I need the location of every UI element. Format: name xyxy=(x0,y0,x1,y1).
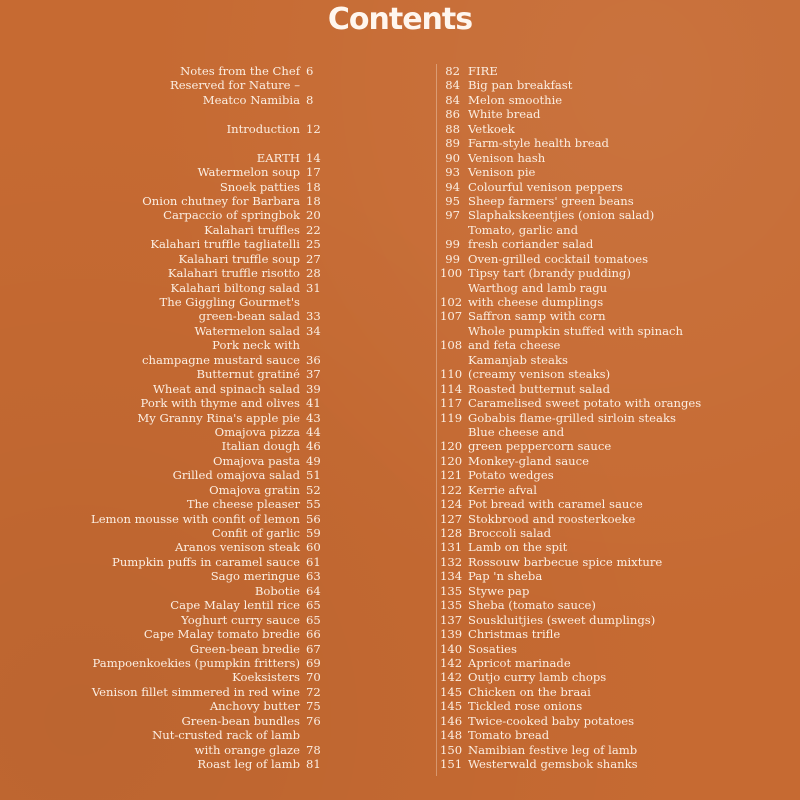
toc-entry-title: Melon smoothie xyxy=(468,92,563,107)
toc-entry-page: 142 xyxy=(440,670,463,685)
toc-entry-page: 25 xyxy=(306,237,321,252)
toc-entry xyxy=(0,136,432,150)
toc-entry-title: Sosaties xyxy=(468,641,517,656)
toc-entry-title: Outjo curry lamb chops xyxy=(468,670,607,685)
toc-entry-page: 90 xyxy=(445,150,460,165)
toc-entry-title: Pork neck with xyxy=(212,338,300,353)
toc-entry-page: 131 xyxy=(440,540,463,555)
toc-entry xyxy=(440,338,800,352)
toc-entry-page: 84 xyxy=(445,92,460,107)
toc-entry-title: Snoek patties xyxy=(219,179,300,194)
toc-entry-page: 107 xyxy=(440,309,463,324)
toc-entry-page: 102 xyxy=(440,295,463,309)
toc-entry-title: Tomato, garlic and xyxy=(468,222,578,237)
toc-entry-title: Lemon mousse with confit of lemon xyxy=(91,511,300,526)
toc-entry-title: Aranos venison steak xyxy=(175,540,300,555)
toc-entry-title: Nut-crusted rack of lamb xyxy=(152,728,300,743)
toc-entry-page: 82 xyxy=(445,64,460,78)
toc-entry-page: 31 xyxy=(306,280,321,295)
toc-entry xyxy=(0,439,432,453)
toc-entry-title: Warthog and lamb ragu xyxy=(468,280,608,295)
toc-entry-title: Watermelon soup xyxy=(197,165,300,180)
toc-entry-page: 134 xyxy=(440,569,463,584)
toc-entry xyxy=(0,569,432,583)
toc-entry-title: Pork with thyme and olives xyxy=(140,396,300,411)
toc-entry-title: Monkey-gland sauce xyxy=(468,453,589,468)
toc-entry-title: Christmas trifle xyxy=(468,627,561,642)
toc-entry-page: 140 xyxy=(440,641,463,656)
toc-entry-page: 37 xyxy=(306,367,321,382)
toc-entry-page: 18 xyxy=(306,193,321,208)
toc-entry-title: Pampoenkoekies (pumpkin fritters) xyxy=(92,655,300,670)
toc-entry xyxy=(440,281,800,295)
toc-entry xyxy=(440,266,800,280)
toc-entry-title: My Granny Rina's apple pie xyxy=(137,410,300,425)
toc-entry xyxy=(440,497,800,511)
toc-entry-page: 119 xyxy=(440,410,463,425)
toc-entry xyxy=(440,642,800,656)
toc-entry-title: Omajova pizza xyxy=(214,424,300,439)
toc-entry-page: 67 xyxy=(306,641,321,656)
toc-entry-page: 34 xyxy=(306,323,321,338)
toc-entry-page: 52 xyxy=(306,482,321,497)
toc-entry xyxy=(0,468,432,482)
toc-entry xyxy=(440,252,800,266)
toc-entry-page: 41 xyxy=(306,396,321,411)
toc-entry-page: 17 xyxy=(306,165,321,180)
toc-entry-page: 12 xyxy=(306,121,321,136)
toc-entry-page: 108 xyxy=(440,338,463,353)
toc-entry xyxy=(440,309,800,323)
toc-entry-title: Wheat and spinach salad xyxy=(153,381,300,396)
toc-entry xyxy=(440,122,800,136)
toc-entry xyxy=(0,93,432,107)
toc-entry xyxy=(0,151,432,165)
toc-entry-title: Pot bread with caramel sauce xyxy=(468,497,643,512)
toc-entry-title: Venison fillet simmered in red wine xyxy=(91,684,300,699)
toc-entry-page: 33 xyxy=(306,309,321,324)
toc-entry xyxy=(0,526,432,540)
toc-entry xyxy=(0,584,432,598)
toc-entry xyxy=(440,208,800,222)
toc-entry-page: 44 xyxy=(306,424,321,439)
toc-entry-title: Butternut gratiné xyxy=(196,367,300,382)
toc-entry-page: 76 xyxy=(306,713,321,728)
toc-entry-title: Pumpkin puffs in caramel sauce xyxy=(112,554,300,569)
toc-entry-page: 51 xyxy=(306,468,321,483)
toc-entry-page: 75 xyxy=(306,699,321,714)
toc-entry xyxy=(440,425,800,439)
toc-entry xyxy=(0,728,432,742)
toc-entry-title: Omajova gratin xyxy=(209,482,300,497)
toc-entry-page: 139 xyxy=(440,627,463,642)
toc-entry-page: 6 xyxy=(306,64,314,78)
toc-entry-page: 59 xyxy=(306,526,321,540)
toc-entry xyxy=(440,526,800,540)
toc-entry-page: 55 xyxy=(306,497,321,512)
toc-entry-page: 124 xyxy=(440,497,463,512)
toc-entry-title: Sago meringue xyxy=(210,569,300,584)
toc-entry-title: with cheese dumplings xyxy=(468,295,604,309)
toc-entry-page: 95 xyxy=(445,193,460,208)
toc-entry-page: 27 xyxy=(306,251,321,266)
toc-entry xyxy=(0,454,432,468)
toc-entry xyxy=(440,223,800,237)
toc-entry-page: 120 xyxy=(440,453,463,468)
toc-entry-page: 117 xyxy=(440,396,463,411)
toc-entry xyxy=(0,396,432,410)
toc-entry xyxy=(440,483,800,497)
toc-entry xyxy=(440,324,800,338)
toc-entry xyxy=(0,78,432,92)
toc-entry-page: 22 xyxy=(306,222,321,237)
toc-entry-page: 39 xyxy=(306,381,321,396)
toc-entry-page: 135 xyxy=(440,598,463,613)
toc-entry-page: 127 xyxy=(440,511,463,526)
toc-entry xyxy=(440,295,800,309)
toc-entry xyxy=(0,367,432,381)
toc-entry-title: fresh coriander salad xyxy=(468,237,594,252)
toc-entry-page: 148 xyxy=(440,728,463,743)
toc-entry xyxy=(0,540,432,554)
toc-entry-title: Pap 'n sheba xyxy=(468,569,543,584)
toc-entry xyxy=(0,642,432,656)
toc-entry-page: 137 xyxy=(440,612,463,627)
toc-entry xyxy=(440,165,800,179)
toc-entry-page: 36 xyxy=(306,352,321,367)
toc-entry-page: 49 xyxy=(306,453,321,468)
toc-entry-title: Kerrie afval xyxy=(468,482,537,497)
toc-entry xyxy=(440,411,800,425)
toc-entry xyxy=(440,151,800,165)
toc-entry-title: Kalahari truffles xyxy=(204,222,300,237)
toc-entry xyxy=(440,685,800,699)
toc-entry-title: White bread xyxy=(468,107,541,122)
toc-entry-page: 121 xyxy=(440,468,463,483)
toc-entry xyxy=(0,64,432,78)
toc-entry-title: Omajova pasta xyxy=(213,453,300,468)
toc-entry xyxy=(0,411,432,425)
toc-entry xyxy=(0,122,432,136)
toc-entry xyxy=(0,223,432,237)
toc-entry-title: Saffron samp with corn xyxy=(468,309,606,324)
toc-entry xyxy=(440,555,800,569)
toc-entry-page: 114 xyxy=(440,381,463,396)
toc-entry-page: 99 xyxy=(445,237,460,252)
toc-entry-page: 66 xyxy=(306,627,321,642)
toc-entry-page: 84 xyxy=(445,78,460,93)
toc-entry-title: Carpaccio of springbok xyxy=(163,208,300,223)
toc-entry-page: 145 xyxy=(440,699,463,714)
toc-entry-title: (creamy venison steaks) xyxy=(468,367,611,382)
toc-entry-page: 110 xyxy=(440,367,463,382)
toc-entry xyxy=(440,107,800,121)
toc-entry xyxy=(440,540,800,554)
toc-entry-page: 72 xyxy=(306,684,321,699)
toc-entry-page: 120 xyxy=(440,439,463,454)
toc-entry-title: EARTH xyxy=(256,150,300,165)
toc-entry xyxy=(440,367,800,381)
toc-entry xyxy=(0,194,432,208)
toc-entry xyxy=(0,382,432,396)
toc-entry-title: Potato wedges xyxy=(468,468,554,483)
column-divider xyxy=(436,64,437,776)
toc-entry-page: 88 xyxy=(445,121,460,136)
toc-entry-page: 81 xyxy=(306,757,321,771)
toc-entry-title: Kamanjab steaks xyxy=(468,352,568,367)
toc-entry-title: Roast leg of lamb xyxy=(197,757,300,771)
toc-entry xyxy=(0,107,432,121)
toc-entry-page: 151 xyxy=(440,757,463,771)
toc-entry xyxy=(0,237,432,251)
toc-entry-title: Tickled rose onions xyxy=(468,699,583,714)
toc-entry xyxy=(0,266,432,280)
toc-entry-title: The cheese pleaser xyxy=(186,497,300,512)
toc-entry-page: 94 xyxy=(445,179,460,194)
toc-entry-title: green peppercorn sauce xyxy=(468,439,612,454)
toc-entry-title: Bobotie xyxy=(254,583,300,598)
toc-entry-page: 8 xyxy=(306,92,314,107)
toc-entry-title: Sheep farmers' green beans xyxy=(468,193,634,208)
toc-entry xyxy=(0,425,432,439)
toc-entry xyxy=(440,64,800,78)
toc-entry-page: 146 xyxy=(440,713,463,728)
toc-entry-page: 93 xyxy=(445,165,460,180)
toc-entry-page: 56 xyxy=(306,511,321,526)
toc-entry-page: 99 xyxy=(445,251,460,266)
toc-entry xyxy=(0,656,432,670)
toc-entry xyxy=(440,512,800,526)
toc-entry-title: Vetkoek xyxy=(468,121,515,136)
toc-entry-title: Confit of garlic xyxy=(211,526,300,540)
left-column xyxy=(0,64,432,771)
toc-entry-title: Italian dough xyxy=(221,439,300,454)
toc-entry xyxy=(0,309,432,323)
toc-entry xyxy=(0,512,432,526)
toc-entry xyxy=(440,728,800,742)
toc-entry-title: Cape Malay tomato bredie xyxy=(143,627,300,642)
toc-entry xyxy=(0,208,432,222)
toc-entry-title: Yoghurt curry sauce xyxy=(181,612,300,627)
toc-entry-title: Chicken on the braai xyxy=(468,684,591,699)
toc-entry-page: 18 xyxy=(306,179,321,194)
toc-entry xyxy=(0,324,432,338)
toc-entry-title: Broccoli salad xyxy=(468,526,552,540)
toc-entry-title: green-bean salad xyxy=(198,309,300,324)
toc-entry-page: 65 xyxy=(306,612,321,627)
toc-entry-title: Venison pie xyxy=(468,165,536,180)
toc-entry xyxy=(440,598,800,612)
toc-entry-page: 78 xyxy=(306,742,321,757)
toc-entry-title: The Giggling Gourmet's xyxy=(159,295,300,309)
toc-entry xyxy=(0,598,432,612)
toc-entry-title: Notes from the Chef xyxy=(180,64,300,78)
toc-entry-page: 142 xyxy=(440,655,463,670)
toc-entry-title: Gobabis flame-grilled sirloin steaks xyxy=(468,410,676,425)
toc-entry xyxy=(440,136,800,150)
toc-entry xyxy=(0,699,432,713)
toc-entry xyxy=(0,252,432,266)
toc-entry xyxy=(440,613,800,627)
toc-entry xyxy=(440,584,800,598)
toc-entry-title: Stokbrood and roosterkoeke xyxy=(468,511,636,526)
toc-entry-title: FIRE xyxy=(468,64,498,78)
toc-entry-title: Meatco Namibia xyxy=(202,92,300,107)
toc-entry xyxy=(440,93,800,107)
toc-entry-title: Watermelon salad xyxy=(194,323,300,338)
toc-entry-title: Blue cheese and xyxy=(468,424,565,439)
toc-entry-title: Stywe pap xyxy=(468,583,530,598)
toc-entry-title: and feta cheese xyxy=(468,338,561,353)
toc-entry-title: Cape Malay lentil rice xyxy=(170,598,300,613)
toc-entry xyxy=(440,454,800,468)
toc-entry-page: 14 xyxy=(306,150,321,165)
toc-entry xyxy=(0,338,432,352)
toc-entry-page: 86 xyxy=(445,107,460,122)
toc-entry xyxy=(440,353,800,367)
toc-entry-title: Caramelised sweet potato with oranges xyxy=(468,396,702,411)
toc-entry-page: 61 xyxy=(306,554,321,569)
toc-entry-title: Introduction xyxy=(226,121,300,136)
toc-entry xyxy=(440,757,800,771)
toc-entry xyxy=(440,627,800,641)
toc-entry xyxy=(0,483,432,497)
toc-entry-title: Namibian festive leg of lamb xyxy=(468,742,638,757)
toc-entry xyxy=(0,497,432,511)
toc-entry-title: Oven-grilled cocktail tomatoes xyxy=(468,251,649,266)
toc-entry-title: Rossouw barbecue spice mixture xyxy=(468,554,663,569)
toc-entry-title: Westerwald gemsbok shanks xyxy=(468,757,638,771)
toc-entry-page: 135 xyxy=(440,583,463,598)
toc-entry-title: Tomato bread xyxy=(468,728,550,743)
toc-entry-page: 64 xyxy=(306,583,321,598)
toc-entry-page: 70 xyxy=(306,670,321,685)
toc-entry-page: 28 xyxy=(306,266,321,281)
toc-entry-page: 46 xyxy=(306,439,321,454)
toc-entry xyxy=(0,743,432,757)
toc-entry xyxy=(0,714,432,728)
toc-entry-title: Koeksisters xyxy=(232,670,300,685)
toc-entry xyxy=(0,555,432,569)
toc-entry-title: Venison hash xyxy=(468,150,546,165)
toc-entry-title: Anchovy butter xyxy=(209,699,300,714)
toc-entry xyxy=(440,699,800,713)
toc-entry-page: 100 xyxy=(440,266,463,281)
toc-entry xyxy=(0,165,432,179)
right-column xyxy=(440,64,800,771)
toc-entry xyxy=(440,569,800,583)
toc-entry xyxy=(0,281,432,295)
toc-entry-title: Slaphakskeentjies (onion salad) xyxy=(468,208,655,223)
toc-entry-page: 150 xyxy=(440,742,463,757)
toc-entry-page: 122 xyxy=(440,482,463,497)
toc-entry xyxy=(440,78,800,92)
toc-entry-title: Souskluitjies (sweet dumplings) xyxy=(468,612,656,627)
toc-entry-title: Roasted butternut salad xyxy=(468,381,610,396)
toc-entry xyxy=(0,685,432,699)
toc-entry-title: Kalahari truffle tagliatelli xyxy=(150,237,300,252)
toc-entry-page: 89 xyxy=(445,136,460,151)
toc-entry-title: Lamb on the spit xyxy=(468,540,568,555)
toc-entry-title: Grilled omajova salad xyxy=(172,468,300,483)
toc-entry xyxy=(0,295,432,309)
page-title: Contents xyxy=(327,2,473,37)
toc-entry-title: Reserved for Nature – xyxy=(169,78,300,93)
toc-entry xyxy=(440,237,800,251)
toc-entry-page: 43 xyxy=(306,410,321,425)
toc-entry xyxy=(440,714,800,728)
toc-entry-page: 63 xyxy=(306,569,321,584)
toc-entry xyxy=(440,382,800,396)
toc-entry xyxy=(0,670,432,684)
toc-entry-page: 128 xyxy=(440,526,463,540)
toc-entry-page: 69 xyxy=(306,655,321,670)
toc-entry xyxy=(440,194,800,208)
toc-entry xyxy=(440,439,800,453)
toc-entry-title: Tipsy tart (brandy pudding) xyxy=(468,266,631,281)
toc-entry xyxy=(440,468,800,482)
toc-entry xyxy=(440,396,800,410)
toc-entry xyxy=(440,670,800,684)
toc-entry-page: 132 xyxy=(440,554,463,569)
toc-entry-title: Kalahari truffle risotto xyxy=(167,266,300,281)
toc-entry xyxy=(0,757,432,771)
toc-entry xyxy=(440,656,800,670)
toc-entry-title: Farm-style health bread xyxy=(468,136,609,151)
toc-entry xyxy=(0,353,432,367)
toc-entry-title: Colourful venison peppers xyxy=(468,179,623,194)
toc-entry xyxy=(440,180,800,194)
toc-entry-page: 65 xyxy=(306,598,321,613)
toc-entry xyxy=(0,627,432,641)
toc-entry-title: Green-bean bundles xyxy=(181,713,300,728)
toc-entry-title: Green-bean bredie xyxy=(189,641,300,656)
toc-entry-title: Kalahari truffle soup xyxy=(178,251,300,266)
toc-entry-page: 60 xyxy=(306,540,321,555)
toc-entry-page: 97 xyxy=(445,208,460,223)
toc-entry-title: with orange glaze xyxy=(194,742,300,757)
toc-entry xyxy=(0,613,432,627)
toc-entry-title: Sheba (tomato sauce) xyxy=(468,598,596,613)
toc-entry-title: Big pan breakfast xyxy=(468,78,573,93)
toc-entry-title: Twice-cooked baby potatoes xyxy=(468,713,635,728)
toc-entry-title: Kalahari biltong salad xyxy=(170,280,300,295)
toc-entry xyxy=(440,743,800,757)
toc-entry-title: champagne mustard sauce xyxy=(142,352,300,367)
toc-entry-page: 20 xyxy=(306,208,321,223)
toc-entry-title: Onion chutney for Barbara xyxy=(142,193,300,208)
toc-entry xyxy=(0,180,432,194)
toc-entry-title: Apricot marinade xyxy=(468,655,571,670)
toc-entry-title: Whole pumpkin stuffed with spinach xyxy=(468,323,683,338)
toc-entry-page: 145 xyxy=(440,684,463,699)
